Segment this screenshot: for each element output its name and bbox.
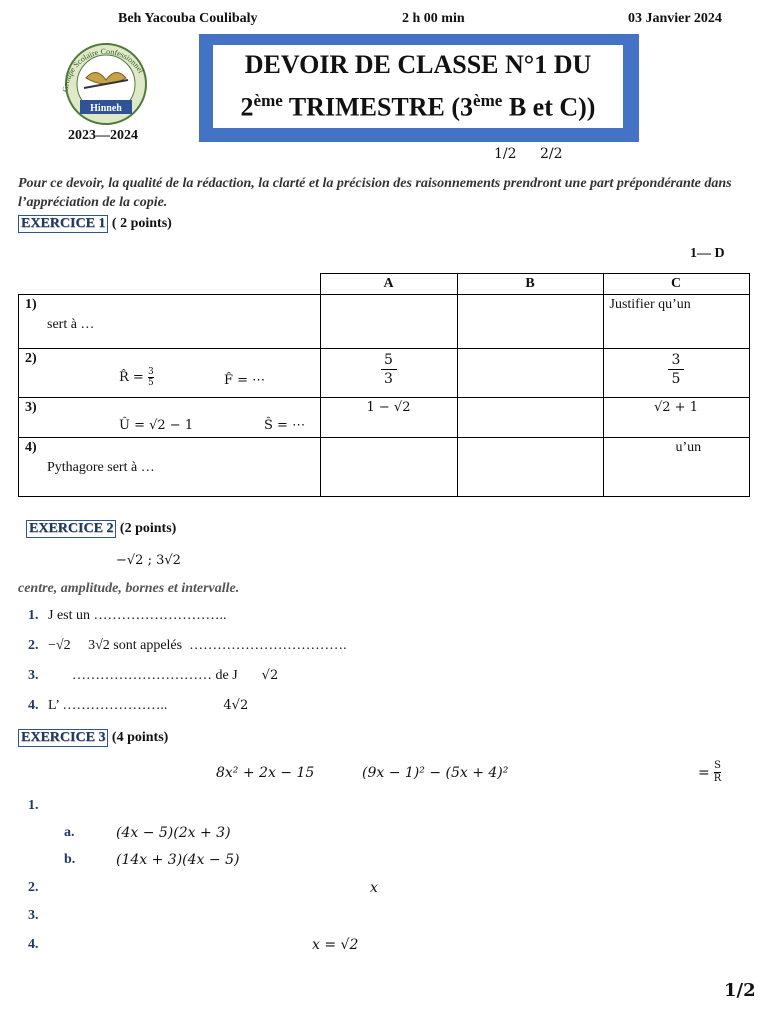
ex3-item-4-num: 4. (28, 937, 39, 952)
row1-c-text: Justifier qu’un (609, 297, 691, 312)
ex3-item-a-num: a. (64, 825, 75, 840)
ex3-item-2-num: 2. (28, 880, 39, 895)
ex3-item-1-num: 1. (28, 798, 39, 813)
ex2-points: (2 points) (116, 521, 177, 536)
row3-question (19, 398, 321, 438)
table-corner (19, 274, 321, 295)
ex2-item-2-text: −√2 3√2 sont appelés ……………………………. (48, 638, 347, 653)
ex1-table (18, 273, 750, 497)
table-row (19, 295, 750, 349)
row2-c (603, 349, 749, 398)
ex3-item-2-text: x (370, 880, 378, 896)
ex1-label: EXERCICE 1 (18, 215, 108, 233)
ex3-item-a (64, 825, 231, 841)
row1-a (320, 295, 457, 349)
row4-b (457, 438, 603, 497)
title-2: 2 (240, 92, 254, 122)
row2-r-frac (148, 367, 154, 388)
ex2-item-4 (28, 698, 248, 714)
col-header-b: B (457, 274, 603, 295)
row2-question (19, 349, 321, 398)
row2-a (320, 349, 457, 398)
row2-r-num: 3 (147, 367, 154, 377)
ex2-subtitle: centre, amplitude, bornes et intervalle. (18, 581, 240, 596)
title-inner (213, 45, 623, 128)
school-logo (54, 40, 158, 126)
col-header-a: A (320, 274, 457, 295)
row2-f: F̂ = ⋯ (224, 373, 266, 388)
row3-num: 3) (25, 400, 37, 415)
footer-page-number: 1/2 (724, 980, 756, 1001)
ex2-item-3-extra: √2 (261, 668, 279, 683)
row3-b (457, 398, 603, 438)
ex2-item-1-text: J est un ……………………….. (48, 608, 227, 623)
ex2-item-3-num: 3. (28, 668, 39, 683)
title-line-2 (241, 83, 596, 126)
row2-a-frac (381, 351, 397, 388)
title-sup-1: ème (253, 91, 283, 111)
logo-name: Hinneh (90, 103, 122, 114)
row3-a-text: 1 − √2 (366, 400, 411, 415)
ex3-item-2 (28, 880, 378, 896)
row2-r-den: 5 (147, 378, 154, 388)
ex3-frac (714, 760, 722, 785)
table-row (19, 349, 750, 398)
row2-c-frac (668, 351, 684, 388)
ex2-values: −√2 ; 3√2 (116, 553, 181, 568)
ex1-heading (18, 215, 172, 233)
row3-c-text: √2 + 1 (654, 400, 698, 415)
ex3-item-4-text: x = √2 (312, 937, 359, 953)
ex2-item-4-num: 4. (28, 698, 39, 713)
ex3-item-4 (28, 937, 359, 953)
ex3-label: EXERCICE 3 (18, 729, 108, 747)
ex3-expr-2: (9x − 1)² − (5x + 4)² (362, 765, 509, 781)
row2-r-lhs: R̂ = (119, 370, 144, 385)
row1-c (603, 295, 749, 349)
row2-c-den: 5 (671, 371, 681, 387)
ex1-answer-key: 1— D (690, 246, 725, 261)
ex2-item-1 (28, 608, 227, 624)
ex3-expr-1: 8x² + 2x − 15 (216, 765, 315, 781)
row4-text: Pythagore sert à … (47, 460, 155, 475)
page-mark-one-half: 1/2 (494, 146, 517, 162)
title-classes: B et C)) (502, 92, 596, 122)
row2-c-num: 3 (671, 352, 681, 368)
title-line-1: DEVOIR DE CLASSE N°1 DU (244, 50, 592, 80)
ex2-item-1-num: 1. (28, 608, 39, 623)
duration: 2 h 00 min (402, 11, 465, 26)
row3-u: Û = √2 − 1 (119, 418, 194, 433)
row4-question (19, 438, 321, 497)
ex2-item-4-extra: 4√2 (223, 698, 249, 713)
ex3-frac-num: S (714, 760, 721, 771)
intro-text: Pour ce devoir, la qualité de la rédaction, la clarté et la précision des raisonnements prendront une part prépondérante dans l’appréciation de la copie. (18, 176, 732, 210)
ex2-item-2-num: 2. (28, 638, 39, 653)
row1-text: sert à … (47, 317, 95, 332)
row3-a (320, 398, 457, 438)
logo-ring-text: Groupe Scolaire Confessionnel (60, 46, 146, 93)
ex2-item-4-text: L’ ………………….. (48, 698, 168, 713)
ex3-points: (4 points) (108, 730, 169, 745)
ex3-eq-sign: = (698, 764, 710, 781)
table-row (19, 398, 750, 438)
table-row (19, 438, 750, 497)
school-year: 2023—2024 (68, 128, 138, 143)
row2-a-den: 3 (384, 371, 393, 387)
row1-num: 1) (25, 297, 37, 312)
ex2-item-2 (28, 638, 347, 654)
ex3-item-3 (28, 908, 39, 924)
col-header-c: C (603, 274, 749, 295)
ex2-item-3-text: ………………………… de J (72, 668, 238, 683)
ex2-heading (26, 520, 176, 538)
ex2-item-3 (28, 668, 278, 684)
row1-question (19, 295, 321, 349)
ex3-item-b-num: b. (64, 852, 76, 867)
row2-a-num: 5 (384, 352, 393, 368)
row2-r (119, 367, 154, 388)
ex3-item-a-text: (4x − 5)(2x + 3) (116, 825, 231, 841)
ex1-points: ( 2 points) (108, 216, 172, 231)
title-trimestre: TRIMESTRE (3 (282, 92, 474, 122)
row2-b (457, 349, 603, 398)
author: Beh Yacouba Coulibaly (118, 11, 258, 26)
ex3-item-b-text: (14x + 3)(4x − 5) (116, 852, 240, 868)
ex3-heading (18, 729, 168, 747)
row4-c (603, 438, 749, 497)
ex3-eq-frac (698, 760, 721, 785)
ex2-label: EXERCICE 2 (26, 520, 116, 538)
page-mark-two-half: 2/2 (540, 146, 563, 162)
ex3-item-3-num: 3. (28, 908, 39, 923)
title-box (199, 34, 639, 142)
ex3-frac-den: R (713, 773, 722, 784)
row4-a (320, 438, 457, 497)
row3-c (603, 398, 749, 438)
row1-b (457, 295, 603, 349)
ex3-item-b (64, 852, 240, 868)
row3-s: Ŝ = ⋯ (264, 418, 306, 433)
row4-num: 4) (25, 440, 37, 455)
ex3-item-1 (28, 798, 39, 814)
row2-num: 2) (25, 351, 37, 366)
title-sup-2: ème (473, 91, 503, 111)
exam-date: 03 Janvier 2024 (628, 11, 722, 26)
row4-c-text: u’un (675, 440, 702, 455)
